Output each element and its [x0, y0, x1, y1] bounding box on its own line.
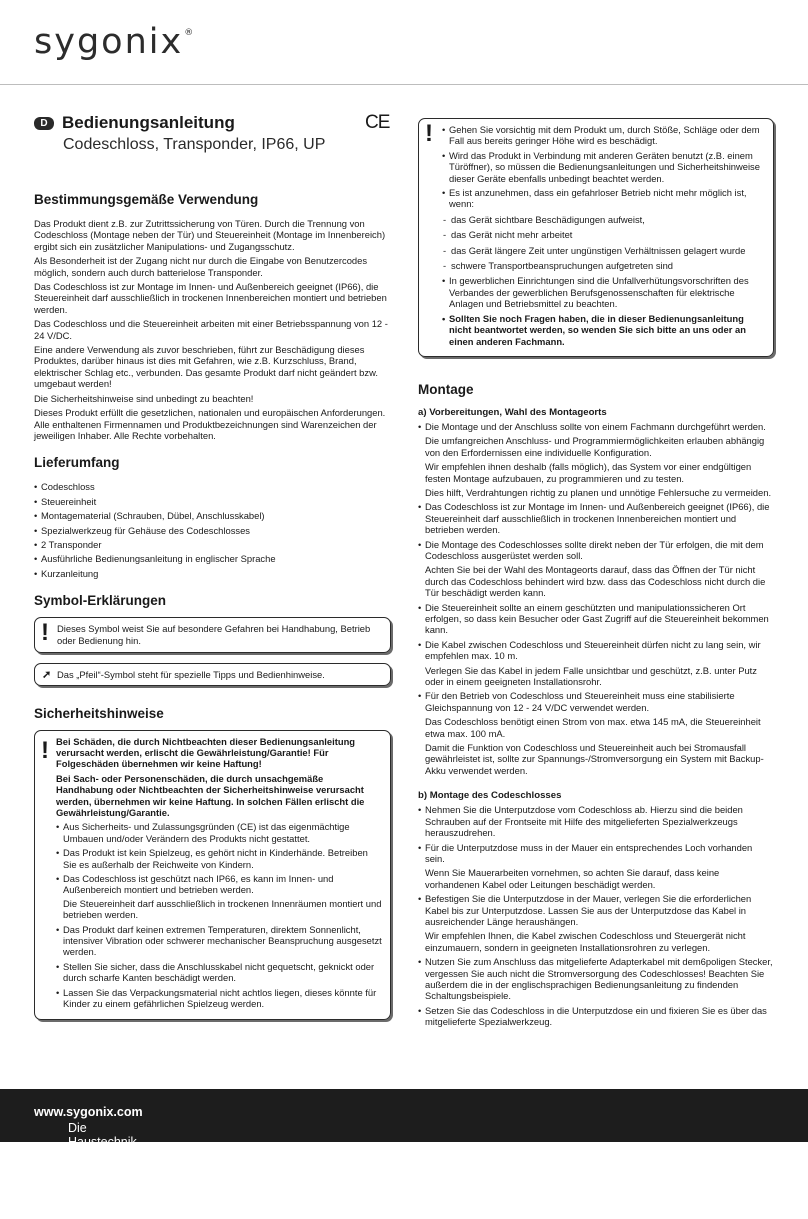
- list-item: • Ausführliche Bedienungsanleitung in englischer Sprache: [34, 553, 391, 564]
- warning-symbol-text: Dieses Symbol weist Sie auf besondere Gefahren bei Handhabung, Betrieb oder Bedienung hin.: [57, 623, 371, 646]
- safety-liability-note: Bei Sach- oder Personenschäden, die durch unsachgemäße Handhabung oder Nichtbeachten der Sicherheitshinweise verursacht werden, übernehmen wir keine Haftung. In solchen Fällen erlischt die Gewährleistung/Garantie.: [56, 772, 365, 818]
- paragraph: Das Codeschloss und die Steuereinheit arbeiten mit einer Betriebsspannung von 12 - 24 V/DC.: [34, 318, 388, 341]
- scope-heading: Lieferumfang: [34, 455, 120, 471]
- list-item: • Lassen Sie das Verpackungsmaterial nicht achtlos liegen, dieses könnte für Kinder zu einem gefährlichen Spielzeug werden.: [56, 987, 382, 1010]
- symbols-heading: Symbol-Erklärungen: [34, 593, 167, 609]
- list-item: • Kurzanleitung: [34, 568, 391, 579]
- safety-heading: Sicherheitshinweise: [34, 705, 164, 721]
- list-item: • Das Produkt ist kein Spielzeug, es gehört nicht in Kinderhände. Betreiben Sie es außerhalb der Reichweite von Kindern.: [56, 847, 382, 870]
- list-item: • Wird das Produkt in Verbindung mit anderen Geräten benutzt (z.B. einem Türöffner), so müssen die Bedienungsanleitungen und Sicherheitshinweise dieser Geräte ebenfalls unbedingt beachtet werden.: [442, 150, 765, 184]
- dash-item: - das Gerät längere Zeit unter ungünstigen Verhältnissen gelagert wurde: [443, 245, 765, 256]
- exclamation-icon: !: [41, 736, 49, 764]
- list-item: • Nutzen Sie zum Anschluss das mitgelieferte Adapterkabel mit dem6poligen Stecker, vergessen Sie auch nicht die Stromversorgung des Codeschlosses! Beachten Sie außerdem die in der englischsprachigen Bedienungsanleitung zu findenden Schaltungsbeispiele.: [418, 956, 774, 1002]
- mounting-heading: Montage: [418, 381, 474, 397]
- mounting-a-list: [418, 421, 774, 776]
- list-item-extra: Die Steuereinheit darf ausschließlich in trockenen Innenräumen montiert und betrieben werden.: [63, 897, 382, 921]
- paragraph: Dieses Produkt erfüllt die gesetzlichen, nationalen und europäischen Anforderungen. Alle enthaltenen Firmennamen und Produktbezeichnungen sind Warenzeichen der jeweiligen Inhaber. Alle Rechte vorbehalten.: [34, 407, 386, 441]
- list-item: • Gehen Sie vorsichtig mit dem Produkt um, durch Stöße, Schläge oder dem Fall aus bereits geringer Höhe wird es beschädigt.: [442, 124, 765, 147]
- list-item-extra: Wenn Sie Mauerarbeiten vornehmen, so achten Sie darauf, dass keine vorhandenen Kabel oder Leitungen beschädigt werden.: [425, 867, 720, 890]
- safety-continued-list: [442, 124, 765, 347]
- paragraph: Das Codeschloss ist zur Montage im Innen- und Außenbereich geeignet (IP66), die Steuereinheit darf ausschließlich in trockenen Innenbereichen montiert und betrieben werden.: [34, 281, 387, 315]
- registered-mark: ®: [184, 28, 196, 38]
- warning-symbol-box: [34, 617, 391, 653]
- mounting-a-heading: a) Vorbereitungen, Wahl des Montageorts: [418, 406, 607, 418]
- list-item-text: • Für den Betrieb von Codeschloss und Steuereinheit muss eine stabilisierte Gleichspannung von 12 - 24 V/DC verwendet werden.: [425, 690, 735, 713]
- list-item-text: • Das Codeschloss ist geschützt nach IP66, es kann im Innen- und Außenbereich montiert und betrieben werden.: [63, 873, 334, 896]
- paragraph: Das Produkt dient z.B. zur Zutrittssicherung von Türen. Durch die Trennung von Codeschloss (Montage neben der Tür) und Steuereinheit (Montage im Innenbereich) ergibt sich ein zusätzlicher Manipulations- und Zugangsschutz.: [34, 218, 386, 252]
- list-item-extra: Verlegen Sie das Kabel in jedem Falle unsichtbar und geschützt, z.B. unter Putz oder in einem geeigneten Installationsrohr.: [425, 664, 757, 688]
- dash-item: - das Gerät sichtbare Beschädigungen aufweist,: [443, 214, 765, 225]
- list-item: [56, 873, 382, 921]
- list-item-extra: Achten Sie bei der Wahl des Montageorts darauf, dass das Öffnen der Tür nicht durch das Codeschloss behindert wird bzw. dass das Codeschloss nicht durch die Tür beschädigt werden kann.: [425, 564, 766, 599]
- footer-bar: [0, 1089, 808, 1219]
- list-item-extra: Damit die Funktion von Codeschloss und Steuereinheit auch bei Stromausfall gewährleistet ist, sollte zur Spannungs-/Stromversorgung ein System mit Backup-Akku verwendet werden.: [425, 742, 764, 776]
- dash-item: - schwere Transportbeanspruchungen aufgetreten sind: [443, 260, 765, 271]
- list-item-extra: Wir empfehlen ihnen deshalb (falls möglich), das System vor einer endgültigen festen Montage aufzubauen, zu programmieren und zu testen.: [425, 461, 752, 484]
- intended-use-heading: Bestimmungsgemäße Verwendung: [34, 192, 259, 207]
- ce-mark: CE: [365, 112, 390, 133]
- intended-use-text: [34, 218, 391, 441]
- list-item: [442, 187, 765, 271]
- title-block: [34, 112, 391, 156]
- list-item: • Das Produkt darf keinen extremen Temperaturen, direktem Sonnenlicht, intensiver Vibration oder schwerer mechanischer Beanspruchung ausgesetzt werden.: [56, 924, 382, 958]
- list-item: • Spezialwerkzeug für Gehäuse des Codeschlosses: [34, 525, 391, 536]
- mounting-b-list: [418, 804, 774, 1027]
- list-item: • Aus Sicherheits- und Zulassungsgründen (CE) ist das eigenmächtige Umbauen und/oder Verändern des Produkts nicht gestattet.: [56, 821, 382, 844]
- list-item: • Codeschloss: [34, 481, 391, 492]
- arrow-symbol-text: Das „Pfeil“-Symbol steht für spezielle Tipps und Bedienhinweise.: [57, 669, 325, 681]
- list-item: [418, 639, 774, 688]
- exclamation-icon: !: [425, 120, 433, 147]
- list-item: • Steuereinheit: [34, 496, 391, 507]
- list-item: [418, 690, 774, 776]
- safety-continued-box: [418, 118, 774, 357]
- exclamation-icon: !: [41, 619, 49, 647]
- list-item: [418, 893, 774, 953]
- header-divider: [0, 84, 808, 85]
- list-item: • Setzen Sie das Codeschloss in die Unterputzdose ein und fixieren Sie es über das mitgelieferte Spezialwerkzeug.: [418, 1005, 774, 1028]
- page-subtitle: Codeschloss, Transponder, IP66, UP: [63, 136, 326, 153]
- list-item-text: • Befestigen Sie die Unterputzdose in der Mauer, verlegen Sie die erforderlichen Kabel bis zur Unterputzdose. Lassen Sie aus der Unterputzdose das Kabel in ausreichender Länge heraushängen.: [425, 893, 752, 927]
- mounting-b-heading: b) Montage des Codeschlosses: [418, 790, 562, 802]
- footer-text: [34, 1105, 145, 1219]
- list-item: • Montagematerial (Schrauben, Dübel, Anschlusskabel): [34, 510, 391, 521]
- safety-list: [56, 821, 382, 1009]
- language-badge: D: [34, 117, 54, 130]
- list-item: • 2 Transponder: [34, 539, 391, 550]
- arrow-symbol-box: [34, 663, 391, 685]
- scope-list: [34, 481, 391, 579]
- list-item: [418, 539, 774, 599]
- arrow-icon: ➚: [42, 669, 52, 682]
- list-item-extra: Dies hilft, Verdrahtungen richtig zu planen und unnötige Fehlersuche zu vermeiden.: [425, 486, 772, 498]
- paragraph: Als Besonderheit ist der Zugang nicht nur durch die Eingabe von Benutzercodes möglich, sondern auch durch batterielose Transponder.: [34, 255, 368, 278]
- paragraph: Die Sicherheitshinweise sind unbedingt zu beachten!: [34, 392, 254, 404]
- list-item: [418, 421, 774, 498]
- list-item-text: • Für die Unterputzdose muss in der Mauer ein entsprechendes Loch vorhanden sein.: [425, 841, 753, 864]
- footer-website-link[interactable]: www.sygonix.com: [34, 1105, 143, 1119]
- list-item-text: • Es ist anzunehmen, dass ein gefahrloser Betrieb nicht mehr möglich ist, wenn:: [449, 187, 747, 210]
- list-item-text: • Die Montage und der Anschluss sollte von einem Fachmann durchgeführt werden.: [425, 420, 766, 432]
- brand-logo: [34, 22, 195, 62]
- left-column: [34, 112, 391, 1020]
- list-item: • In gewerblichen Einrichtungen sind die Unfallverhütungsvorschriften des Verbandes der gewerblichen Berufsgenossenschaften für elektrische Anlagen und Betriebsmittel zu beachten.: [442, 275, 765, 309]
- list-item-extra: Das Codeschloss benötigt einen Strom von max. etwa 145 mA, die Steuereinheit etwa max. 100 mA.: [425, 716, 761, 739]
- list-item: • Stellen Sie sicher, dass die Anschlusskabel nicht gequetscht, geknickt oder durch scharfe Kanten beschädigt werden.: [56, 961, 382, 984]
- list-item-text: • Die Kabel zwischen Codeschloss und Steuereinheit dürfen nicht zu lang sein, wir empfehlen max. 10 m.: [425, 638, 761, 662]
- safety-warranty-note: Bei Schäden, die durch Nichtbeachten dieser Bedienungsanleitung verursacht werden, erlischt die Gewährleistung/Garantie! Für Folgeschäden übernehmen wir keine Haftung!: [56, 735, 356, 770]
- brand-logo-text: sygonix: [34, 22, 184, 62]
- list-item: • Das Codeschloss ist zur Montage im Innen- und Außenbereich geeignet (IP66), die Steuereinheit darf ausschließlich in trockenen Innenbereichen montiert und betrieben werden.: [418, 501, 774, 535]
- list-item: • Die Steuereinheit sollte an einem geschützten und manipulationssicheren Ort erfolgen, so dass kein Besucher oder Gast Zugriff auf die Steuereinheit bekommen kann.: [418, 602, 774, 636]
- safety-box: [34, 730, 391, 1020]
- right-column: [418, 118, 774, 1031]
- list-item-extra: Die umfangreichen Anschluss- und Programmiermöglichkeiten erlauben abhängig von den Erfordernissen eine individuelle Konfiguration.: [425, 435, 765, 458]
- dash-item: - das Gerät nicht mehr arbeitet: [443, 229, 765, 240]
- list-item: • Nehmen Sie die Unterputzdose vom Codeschloss ab. Hierzu sind die beiden Schrauben auf der Frontseite mit Hilfe des mitgelieferten Spezialwerkzeugs herauszudrehen.: [418, 804, 774, 838]
- footer-tagline: Die Haustechnik-Marke für das ganze Haus. Mehr Informationen unter: [68, 1121, 145, 1219]
- page-title: Bedienungsanleitung: [62, 113, 235, 132]
- list-item-extra: Wir empfehlen Ihnen, die Kabel zwischen Codeschloss und Steuergerät nicht einzumauern, sondern in geeigneten Installationsrohren zu verlegen.: [425, 930, 746, 953]
- list-item-text: • Die Montage des Codeschlosses sollte direkt neben der Tür erfolgen, die mit dem Codeschloss ausgerüstet werden soll.: [425, 538, 764, 561]
- condition-list: [443, 214, 765, 272]
- list-item: • Sollten Sie noch Fragen haben, die in dieser Bedienungsanleitung nicht beantwortet werden, so wenden Sie sich bitte an uns oder an einen anderen Fachmann.: [442, 313, 765, 347]
- paragraph: Eine andere Verwendung als zuvor beschrieben, führt zur Beschädigung dieses Produktes, darüber hinaus ist dies mit Gefahren, wie z.B. Kurzschluss, Brand, elektrischer Schlag etc., verbunden. Das gesamte Produkt darf nicht geändert bzw. umgebaut werden!: [34, 344, 378, 390]
- list-item: [418, 842, 774, 891]
